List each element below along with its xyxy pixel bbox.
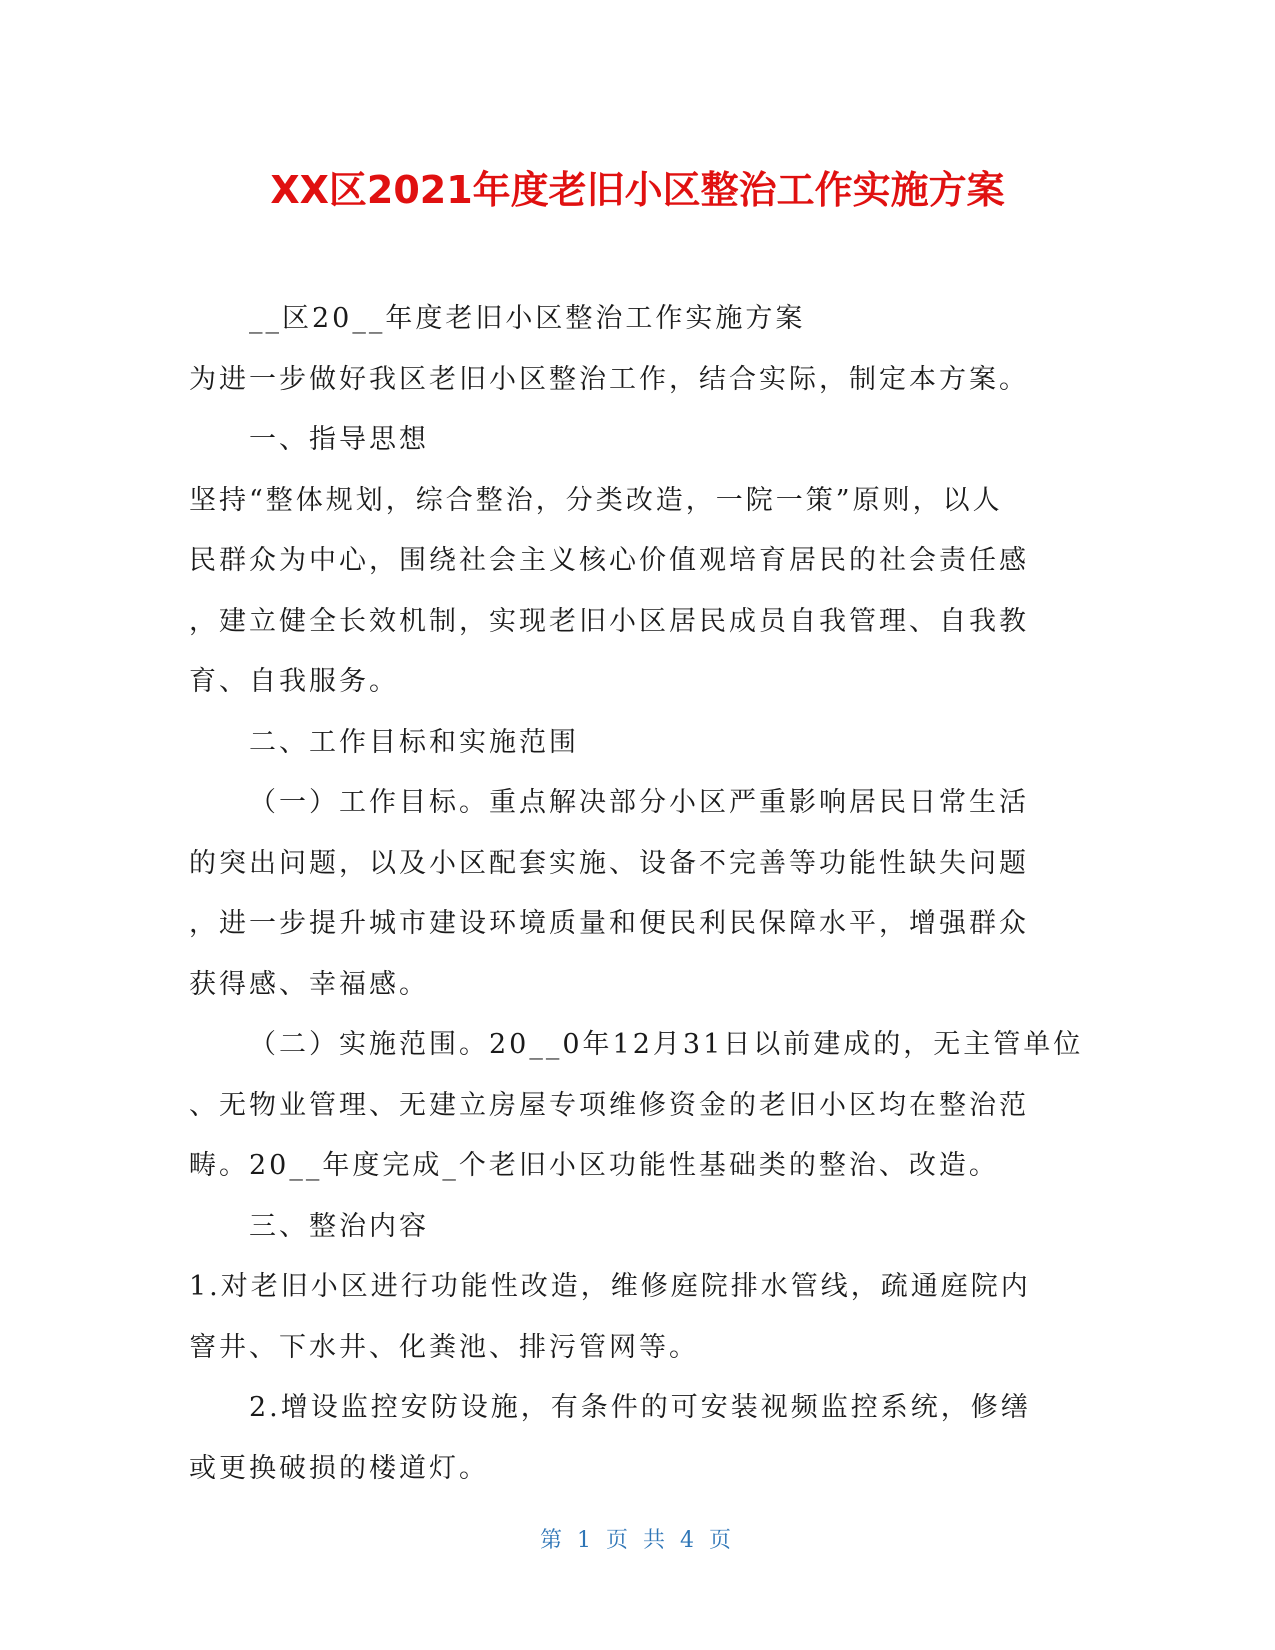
paragraph-line: ，建立健全长效机制，实现老旧小区居民成员自我管理、自我教 <box>189 605 1029 637</box>
subtitle-line: __区20__年度老旧小区整治工作实施方案 <box>249 303 806 334</box>
list-item-line: 窨井、下水井、化粪池、排污管网等。 <box>189 1331 699 1363</box>
paragraph-line: ，进一步提升城市建设环境质量和便民利民保障水平，增强群众 <box>189 908 1029 939</box>
section-heading: 一、指导思想 <box>249 424 429 455</box>
page-number-footer: 第 1 页 共 4 页 <box>540 1528 735 1553</box>
list-item-line: 或更换破损的楼道灯。 <box>189 1452 489 1484</box>
paragraph-line: （二）实施范围。20__0年12月31日以前建成的，无主管单位 <box>249 1029 1084 1060</box>
list-item-line: 2.增设监控安防设施，有条件的可安装视频监控系统，修缮 <box>249 1392 1031 1423</box>
paragraph-line: 获得感、幸福感。 <box>189 968 429 1000</box>
paragraph-line: （一）工作目标。重点解决部分小区严重影响居民日常生活 <box>249 787 1029 818</box>
document-title: XX区2021年度老旧小区整治工作实施方案 <box>270 168 1005 212</box>
list-item-line: 1.对老旧小区进行功能性改造，维修庭院排水管线，疏通庭院内 <box>189 1271 1031 1302</box>
paragraph-line: 畴。20__年度完成_个老旧小区功能性基础类的整治、改造。 <box>189 1150 999 1181</box>
document-body <box>189 289 1084 1499</box>
section-heading: 二、工作目标和实施范围 <box>249 726 579 758</box>
paragraph-line: 的突出问题，以及小区配套实施、设备不完善等功能性缺失问题 <box>189 847 1029 879</box>
paragraph-line: 坚持“整体规划，综合整治，分类改造，一院一策”原则，以人 <box>189 484 1003 516</box>
paragraph-line: 、无物业管理、无建立房屋专项维修资金的老旧小区均在整治范 <box>189 1089 1029 1121</box>
paragraph-line: 育、自我服务。 <box>189 666 399 697</box>
paragraph-line: 民群众为中心，围绕社会主义核心价值观培育居民的社会责任感 <box>189 545 1029 576</box>
paragraph-line: 为进一步做好我区老旧小区整治工作，结合实际，制定本方案。 <box>189 363 1029 395</box>
section-heading: 三、整治内容 <box>249 1210 429 1242</box>
